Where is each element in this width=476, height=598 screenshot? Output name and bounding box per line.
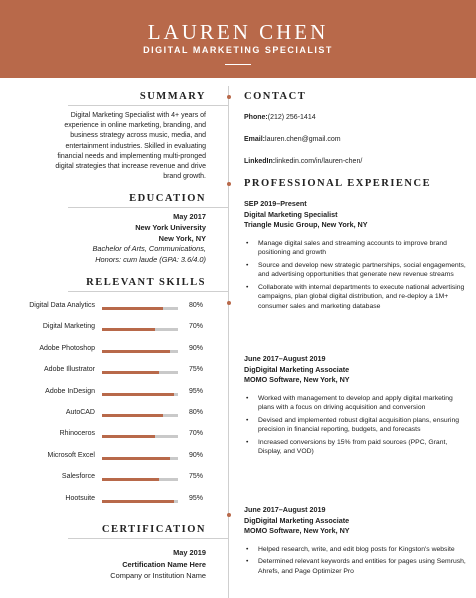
job-bullet: • Helped research, write, and edit blog posts for Kingston's website <box>244 545 466 555</box>
skill-percent: 70% <box>189 430 204 438</box>
job-bullet: • Source and develop new strategic partnerships, social engagements, and advertising opportunities that generate new revenue streams <box>244 261 466 280</box>
summary-line: entertainment industries. Skilled in evaluating <box>65 142 206 150</box>
header-rule <box>225 64 251 65</box>
education-date: May 2017 <box>173 212 206 221</box>
job-bullet: • Collaborate with internal departments to execute national advertising campaigns, plan global digital distribution, and re-deploy a 1M+ consumer sales and marketing database <box>244 283 466 312</box>
job-dates: June 2017–August 2019 <box>244 354 326 363</box>
skill-percent: 90% <box>189 344 204 352</box>
timeline-dot <box>227 513 231 517</box>
section-rule <box>68 291 228 292</box>
skill-row <box>0 409 228 421</box>
email-link[interactable]: lauren.chen@gmail.com <box>265 136 341 143</box>
skill-bar-track <box>102 478 178 481</box>
skill-label: Rhinoceros <box>59 430 95 438</box>
job-bullet: • Determined relevant keywords and entities for pages using Semrush, Ahrefs, and Page Optimizer Pro <box>244 557 466 576</box>
skill-label: Adobe Illustrator <box>44 366 95 374</box>
skill-percent: 90% <box>189 451 204 459</box>
education-location: New York, NY <box>158 233 206 243</box>
skill-label: AutoCAD <box>65 409 95 416</box>
candidate-name: LAUREN CHEN <box>147 20 329 44</box>
skill-bar-track <box>102 500 178 503</box>
linkedin-label: LinkedIn: <box>244 158 276 165</box>
education-degree: Bachelor of Arts, Communications, <box>92 244 206 254</box>
section-rule <box>68 207 228 208</box>
skill-label: Hootsuite <box>65 494 95 502</box>
skill-percent: 75% <box>189 366 204 374</box>
skill-row <box>0 366 228 378</box>
skill-bar-fill <box>102 307 163 310</box>
education-heading: EDUCATION <box>129 193 206 204</box>
skill-row <box>0 473 228 485</box>
skill-bar-fill <box>102 371 159 374</box>
contact-heading: CONTACT <box>244 91 307 102</box>
summary-text <box>22 111 206 182</box>
section-rule <box>68 538 228 539</box>
job-bullet: • Increased conversions by 15% from paid sources (PPC, Grant, Display, and VOD) <box>244 438 466 457</box>
skill-label: Salesforce <box>61 473 95 481</box>
linkedin-link[interactable]: linkedin.com/in/lauren-chen/ <box>275 158 363 165</box>
summary-line: experience in online marketing, branding, and <box>64 122 206 130</box>
skill-percent: 80% <box>189 302 204 309</box>
skill-bar-fill <box>102 328 155 331</box>
skill-bar-track <box>102 435 178 438</box>
certification-org: Company or Institution Name <box>110 571 206 580</box>
timeline-dot <box>227 182 231 186</box>
timeline-dot <box>227 95 231 99</box>
experience-heading: PROFESSIONAL EXPERIENCE <box>244 178 432 189</box>
job-bullet: • Devised and implemented robust digital acquisition plans, ensuring precision in financial reporting, budgets, and forecasts <box>244 416 466 435</box>
job-company: MOMO Software, New York, NY <box>244 375 350 384</box>
skill-row <box>0 302 228 314</box>
skill-bar-fill <box>102 435 155 438</box>
certification-entry <box>110 547 206 582</box>
job-company: MOMO Software, New York, NY <box>244 526 350 535</box>
column-divider <box>228 86 229 598</box>
skill-label: Digital Data Analytics <box>29 302 95 309</box>
skill-bar-track <box>102 414 178 417</box>
skill-bar-track <box>102 371 178 374</box>
skill-label: Adobe InDesign <box>45 387 95 395</box>
skills-heading: RELEVANT SKILLS <box>86 277 206 288</box>
resume-header <box>0 0 476 78</box>
job-bullet: • Manage digital sales and streaming accounts to improve brand positioning and growth <box>244 239 466 258</box>
summary-heading: SUMMARY <box>139 91 206 102</box>
skill-percent: 95% <box>189 494 204 502</box>
skill-percent: 70% <box>189 323 204 331</box>
skill-bar-fill <box>102 350 170 353</box>
skill-bar-track <box>102 328 178 331</box>
skill-bar-fill <box>102 478 159 481</box>
skill-bar-track <box>102 350 178 353</box>
section-rule <box>68 105 228 106</box>
certification-heading: CERTIFICATION <box>101 524 206 535</box>
skill-percent: 80% <box>189 409 204 416</box>
skill-label: Digital Marketing <box>42 323 95 331</box>
summary-line: brand growth. <box>163 173 206 181</box>
skill-row <box>0 388 228 400</box>
job-role: DigDigital Marketing Associate <box>244 515 350 525</box>
skill-bar-track <box>102 457 178 460</box>
education-entry <box>92 212 206 266</box>
skill-bar-fill <box>102 393 174 396</box>
phone-label: Phone: <box>244 114 268 121</box>
job-role: Digital Marketing Specialist <box>244 209 338 219</box>
certification-date: May 2019 <box>173 548 206 557</box>
skill-row <box>0 452 228 464</box>
education-school: New York University <box>135 222 206 232</box>
contact-block <box>244 113 362 179</box>
summary-line: digital strategies that increase revenue and drive <box>55 163 206 171</box>
skill-bar-track <box>102 393 178 396</box>
skill-percent: 75% <box>189 473 204 481</box>
skill-label: Adobe Photoshop <box>39 344 95 352</box>
candidate-title: DIGITAL MARKETING SPECIALIST <box>143 45 333 55</box>
skill-bar-fill <box>102 414 163 417</box>
email-label: Email: <box>244 136 266 143</box>
skill-bar-fill <box>102 500 174 503</box>
job-company: Triangle Music Group, New York, NY <box>244 220 368 229</box>
skill-row <box>0 495 228 507</box>
phone-value[interactable]: (212) 256-1414 <box>267 114 316 121</box>
summary-line: financial needs and implementing multi-pronged <box>57 152 206 160</box>
job-bullets <box>244 545 466 577</box>
skill-bar-fill <box>102 457 170 460</box>
skill-bar-track <box>102 307 178 310</box>
job-dates: June 2017–August 2019 <box>244 505 326 514</box>
job-entry <box>244 354 466 460</box>
contact-email <box>244 135 362 145</box>
certification-name: Certification Name Here <box>122 559 206 569</box>
job-dates: SEP 2019–Present <box>244 199 307 208</box>
job-entry <box>244 505 466 579</box>
summary-line: Digital Marketing Specialist with 4+ years of <box>70 112 206 119</box>
skill-percent: 95% <box>189 387 204 395</box>
education-honors: Honors: cum laude (GPA: 3.6/4.0) <box>95 255 206 265</box>
skill-row <box>0 323 228 335</box>
job-entry <box>244 199 466 315</box>
contact-phone <box>244 113 362 123</box>
skill-row <box>0 430 228 442</box>
job-bullets <box>244 394 466 458</box>
job-bullet: • Worked with management to develop and apply digital marketing plans with a focus on driving acquisition and conversion <box>244 394 466 413</box>
summary-line: business strategy across music, media, and <box>70 132 206 140</box>
skill-row <box>0 345 228 357</box>
job-role: DigDigital Marketing Associate <box>244 364 350 374</box>
skill-label: Microsoft Excel <box>47 451 95 459</box>
job-bullets <box>244 239 466 312</box>
contact-linkedin <box>244 157 362 167</box>
